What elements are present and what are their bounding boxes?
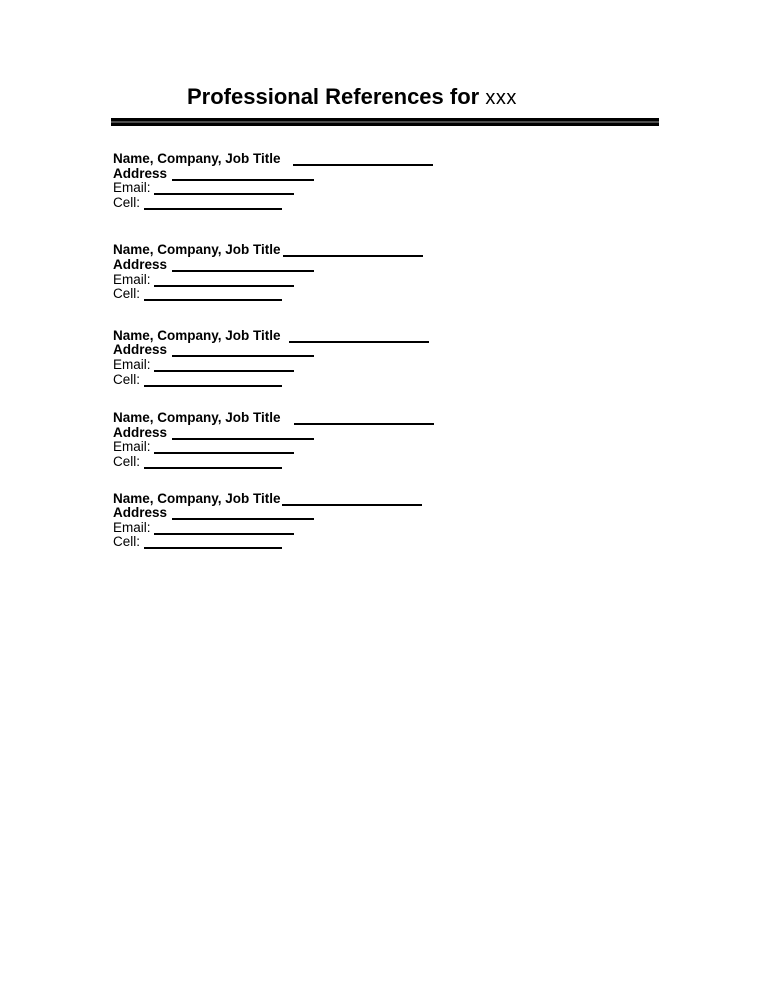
name-row <box>113 329 434 344</box>
email-label: Email: <box>113 519 151 535</box>
address-row <box>113 506 434 521</box>
reference-block-3 <box>113 329 434 387</box>
email-label: Email: <box>113 356 151 372</box>
cell-label: Cell: <box>113 194 141 210</box>
cell-label: Cell: <box>113 286 141 302</box>
email-row <box>113 440 434 455</box>
address-row <box>113 167 434 182</box>
cell-blank-line[interactable] <box>144 208 282 210</box>
page-title-text: Professional References for <box>187 84 480 109</box>
email-label: Email: <box>113 271 151 287</box>
reference-block-4 <box>113 411 434 469</box>
cell-label: Cell: <box>113 534 141 550</box>
email-row <box>113 273 434 288</box>
cell-label: Cell: <box>113 371 141 387</box>
cell-row <box>113 455 434 470</box>
name-company-jobtitle-label: Name, Company, Job Title <box>113 490 281 506</box>
address-label: Address <box>113 165 168 181</box>
address-label: Address <box>113 424 168 440</box>
name-row <box>113 492 434 507</box>
cell-row <box>113 373 434 388</box>
cell-row <box>113 196 434 211</box>
address-blank-line[interactable] <box>172 518 314 520</box>
cell-label: Cell: <box>113 453 141 469</box>
name-row <box>113 411 434 426</box>
name-blank-line[interactable] <box>294 423 434 425</box>
title-double-rule <box>111 118 659 126</box>
cell-row <box>113 287 434 302</box>
cell-blank-line[interactable] <box>144 467 282 469</box>
page-title <box>187 84 517 111</box>
name-row <box>113 243 434 258</box>
cell-blank-line[interactable] <box>144 385 282 387</box>
email-row <box>113 181 434 196</box>
address-row <box>113 343 434 358</box>
address-label: Address <box>113 342 168 358</box>
reference-block-2 <box>113 243 434 301</box>
name-row <box>113 152 434 167</box>
name-blank-line[interactable] <box>293 164 433 166</box>
name-company-jobtitle-label: Name, Company, Job Title <box>113 242 281 258</box>
address-blank-line[interactable] <box>172 270 314 272</box>
email-blank-line[interactable] <box>154 370 294 372</box>
reference-blocks <box>113 152 434 550</box>
name-company-jobtitle-label: Name, Company, Job Title <box>113 327 281 343</box>
cell-blank-line[interactable] <box>144 299 282 301</box>
address-row <box>113 258 434 273</box>
name-company-jobtitle-label: Name, Company, Job Title <box>113 410 281 426</box>
reference-block-5 <box>113 492 434 550</box>
email-label: Email: <box>113 180 151 196</box>
email-row <box>113 358 434 373</box>
address-row <box>113 426 434 441</box>
name-company-jobtitle-label: Name, Company, Job Title <box>113 151 281 166</box>
page-title-placeholder: xxx <box>485 87 517 109</box>
cell-row <box>113 535 434 550</box>
reference-block-1 <box>113 152 434 210</box>
email-label: Email: <box>113 439 151 455</box>
email-blank-line[interactable] <box>154 193 294 195</box>
address-label: Address <box>113 505 168 521</box>
cell-blank-line[interactable] <box>144 547 282 549</box>
address-label: Address <box>113 256 168 272</box>
email-row <box>113 521 434 536</box>
